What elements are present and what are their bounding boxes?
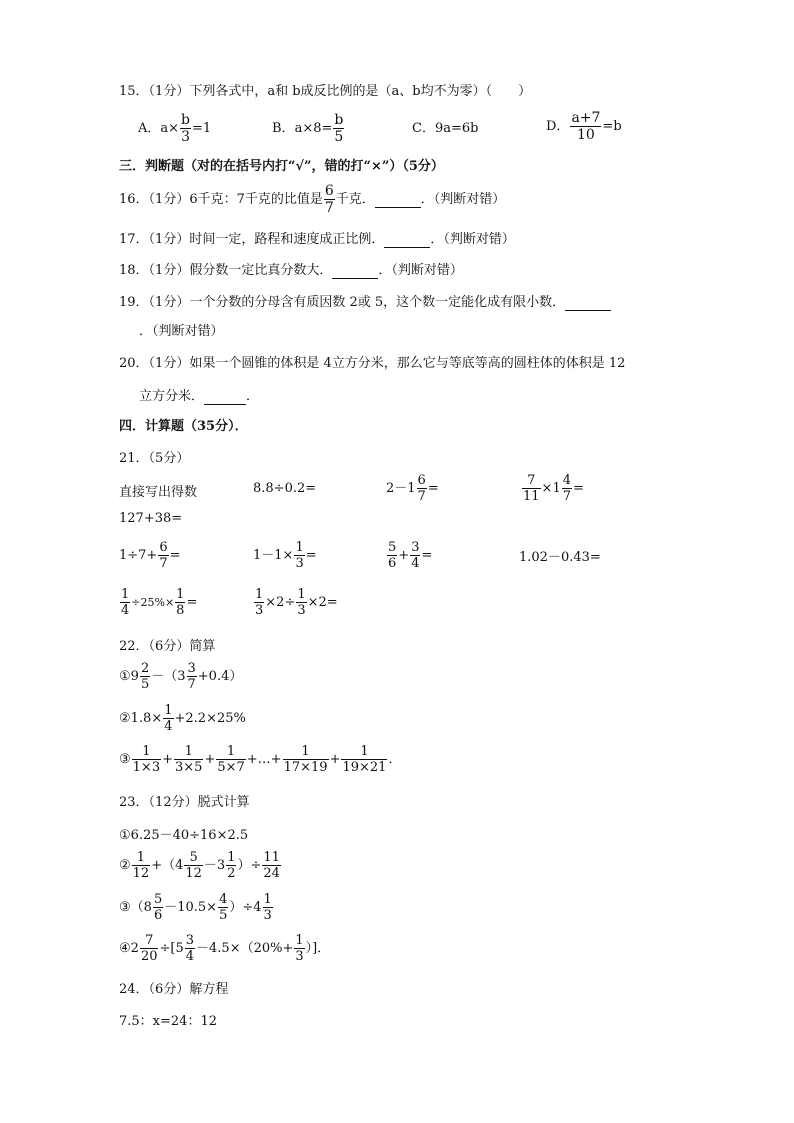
fraction: $\frac{b}{3}$ bbox=[181, 112, 191, 145]
fraction: $\frac{1}{2}$ bbox=[227, 850, 236, 881]
fraction: $\frac{2}{5}$ bbox=[140, 661, 150, 692]
q16 bbox=[119, 184, 505, 215]
q17 bbox=[119, 228, 515, 248]
q19-tail: ．（判断对错） bbox=[139, 324, 224, 339]
q15-option-a[interactable] bbox=[138, 113, 211, 144]
fraction: $\frac{6}{7}$ bbox=[159, 540, 168, 571]
q22-p1: ①9 $\frac{2}{5}$ －（3 $\frac{3}{7}$ +0.4） bbox=[119, 661, 243, 692]
answer-blank[interactable] bbox=[384, 232, 430, 248]
fraction: $\frac{1}{3}$ bbox=[295, 540, 304, 571]
q21-head: 21．（5分） bbox=[119, 451, 190, 466]
q21-e8: 1.02－0.43= bbox=[519, 550, 601, 565]
q21-e6: 1－1× $\frac{1}{3}$ = bbox=[253, 540, 317, 571]
q22-head: 22．（6分）简算 bbox=[119, 639, 216, 654]
q18-text: 18．（1分）假分数一定比真分数大． bbox=[119, 263, 333, 278]
option-label: A． bbox=[138, 121, 161, 136]
fraction: $\frac{11}{24}$ bbox=[263, 850, 280, 881]
q20-cont bbox=[139, 385, 259, 405]
option-expr: 9a=6b bbox=[434, 121, 479, 136]
q21-e3: $\frac{7}{11}$ ×1 $\frac{4}{7}$ = bbox=[523, 473, 584, 504]
q19 bbox=[119, 291, 611, 311]
q23-p2: ② $\frac{1}{12}$ +（4 $\frac{5}{12}$ －3 $\frac{1}{2}$ ）÷ $\frac{11}{24}$ bbox=[119, 850, 280, 881]
answer-blank[interactable] bbox=[204, 389, 246, 405]
q24-head: 24．（6分）解方程 bbox=[119, 982, 229, 997]
option-expr: a×8= bbox=[294, 121, 333, 136]
q15-stem: 15．（1分）下列各式中，a和 b成反比例的是（a、b均不为零）（ ） bbox=[119, 84, 532, 99]
q20-unit: 立方分米． bbox=[139, 389, 205, 404]
fraction: $\frac{5}{6}$ bbox=[388, 540, 397, 571]
option-label: D． bbox=[546, 119, 570, 134]
fraction: $\frac{1}{1\times 3}$ bbox=[132, 744, 161, 775]
fraction: $\frac{1}{8}$ bbox=[176, 587, 185, 618]
fraction: $\frac{1}{5\times 7}$ bbox=[217, 744, 245, 775]
q15-option-b[interactable] bbox=[272, 113, 345, 144]
fraction: $\frac{4}{7}$ bbox=[562, 473, 571, 504]
fraction: $\frac{1}{3\times 5}$ bbox=[175, 744, 203, 775]
fraction: $\frac{5}{12}$ bbox=[185, 850, 202, 881]
option-expr-end: =b bbox=[602, 119, 622, 134]
fraction: $\frac{6}{7}$ bbox=[417, 473, 426, 504]
q22-p3: ③ $\frac{1}{1\times 3}$ + $\frac{1}{3\times 5}$ + $\frac{1}{5\times 7}$ +…+ $\frac{1}{17\times 19}$ + $\frac{1}{19\times 21}$ ． bbox=[119, 744, 402, 775]
q23-p1: ①6.25－40÷16×2.5 bbox=[119, 828, 249, 843]
fraction: $\frac{1}{3}$ bbox=[263, 892, 272, 923]
q17-tail: ．（判断对错） bbox=[430, 232, 515, 247]
q16-tail: ．（判断对错） bbox=[420, 192, 506, 207]
option-label: C． bbox=[412, 121, 435, 136]
fraction: $\frac{4}{5}$ bbox=[219, 892, 228, 923]
section-3-title: 三．判断题（对的在括号内打“√”，错的打“×”）（5分） bbox=[119, 159, 444, 174]
fraction: $\frac{7}{11}$ bbox=[523, 473, 540, 504]
q21-e1: 8.8÷0.2= bbox=[253, 481, 317, 496]
q18 bbox=[119, 259, 463, 279]
q21-e4: 127+38= bbox=[119, 511, 183, 526]
fraction: $\frac{5}{6}$ bbox=[153, 892, 163, 923]
fraction: $\frac{1}{17\times 19}$ bbox=[283, 744, 328, 775]
q21-e5: 1÷7+ $\frac{6}{7}$ = bbox=[119, 540, 181, 571]
q23-p3: ③（8 $\frac{5}{6}$ －10.5× $\frac{4}{5}$ ）÷4 $\frac{1}{3}$ bbox=[119, 892, 272, 923]
q16-text: 16．（1分）6千克：7千克的比值是 bbox=[119, 192, 323, 207]
fraction: $\frac{3}{7}$ bbox=[187, 661, 196, 692]
q21-lead: 直接写出得数 bbox=[119, 485, 198, 500]
fraction: $\frac{1}{4}$ bbox=[121, 587, 130, 618]
q17-text: 17．（1分）时间一定，路程和速度成正比例． bbox=[119, 232, 385, 247]
q20-end: ． bbox=[246, 389, 260, 404]
fraction: $\frac{3}{4}$ bbox=[411, 540, 420, 571]
answer-blank[interactable] bbox=[375, 192, 421, 208]
fraction: $\frac{b}{5}$ bbox=[334, 112, 344, 145]
option-label: B． bbox=[272, 121, 295, 136]
fraction: $\frac{1}{12}$ bbox=[132, 850, 150, 881]
q19-text: 19．（1分）一个分数的分母含有质因数 2或 5，这个数一定能化成有限小数． bbox=[119, 295, 566, 310]
fraction: $\frac{3}{4}$ bbox=[185, 933, 195, 964]
section-4-title: 四．计算题（35分）． bbox=[119, 419, 248, 434]
q21-e10: $\frac{1}{3}$ ×2÷ $\frac{1}{3}$ ×2= bbox=[255, 587, 338, 618]
q15-option-c[interactable] bbox=[412, 117, 478, 136]
fraction: $\frac{7}{20}$ bbox=[140, 933, 158, 964]
fraction: $\frac{1}{4}$ bbox=[164, 703, 173, 734]
fraction: $\frac{a+7}{10}$ bbox=[571, 110, 601, 143]
q21-e2: 2－1 $\frac{6}{7}$ = bbox=[386, 473, 439, 504]
answer-blank[interactable] bbox=[332, 263, 378, 279]
answer-blank[interactable] bbox=[565, 295, 611, 311]
q20-text: 20．（1分）如果一个圆锥的体积是 4立方分米，那么它与等底等高的圆柱体的体积是 12 bbox=[119, 356, 626, 371]
q21-e9: $\frac{1}{4}$ ÷25%× $\frac{1}{8}$ = bbox=[121, 587, 198, 618]
q24-p1: 7.5：x=24：12 bbox=[119, 1014, 217, 1029]
q16-unit: 千克． bbox=[335, 192, 375, 207]
option-expr: a× bbox=[160, 121, 180, 136]
fraction: $\frac{1}{3}$ bbox=[255, 587, 264, 618]
fraction: $\frac{1}{3}$ bbox=[297, 587, 306, 618]
q18-tail: ．（判断对错） bbox=[378, 263, 463, 278]
fraction: $\frac{1}{19\times 21}$ bbox=[342, 744, 387, 775]
q22-p2: ②1.8× $\frac{1}{4}$ +2.2×25% bbox=[119, 703, 246, 734]
q21-e7: $\frac{5}{6}$ + $\frac{3}{4}$ = bbox=[388, 540, 433, 571]
q15-option-d[interactable] bbox=[546, 111, 622, 142]
q23-p4: ④2 $\frac{7}{20}$ ÷[5 $\frac{3}{4}$ －4.5×（20%+ $\frac{1}{3}$ ）]． bbox=[119, 933, 331, 964]
option-expr-end: =1 bbox=[192, 121, 212, 136]
fraction: $\frac{1}{3}$ bbox=[295, 933, 304, 964]
fraction: $\frac{6}{7}$ bbox=[324, 183, 334, 216]
q23-head: 23．（12分）脱式计算 bbox=[119, 795, 250, 810]
